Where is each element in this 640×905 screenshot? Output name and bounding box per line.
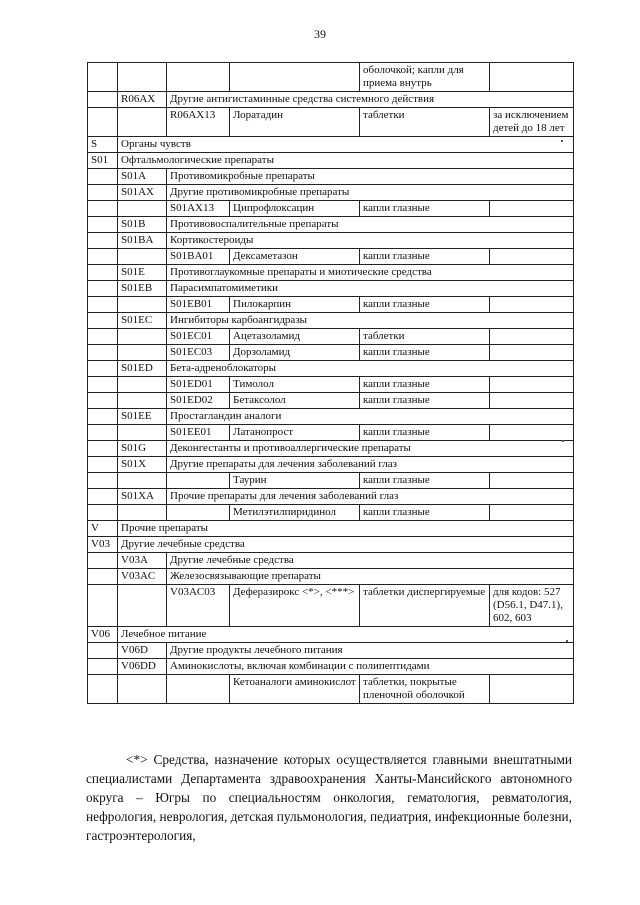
table-cell: капли глазные xyxy=(360,201,490,217)
table-cell xyxy=(88,675,118,704)
table-cell: Противоглаукомные препараты и миотические средства xyxy=(167,265,574,281)
table-cell xyxy=(118,63,167,92)
table-cell: Бетаксолол xyxy=(230,393,360,409)
table-cell: капли глазные xyxy=(360,249,490,265)
table-cell xyxy=(88,489,118,505)
table-cell: Тимолол xyxy=(230,377,360,393)
table-cell xyxy=(490,393,574,409)
table-cell: Железосвязывающие препараты xyxy=(167,569,574,585)
table-cell xyxy=(118,249,167,265)
table-cell xyxy=(88,643,118,659)
table-row xyxy=(88,441,574,457)
footnote-text: <*> Средства, назначение которых осуществляется главными внештатными специалистами Департамента здравоохранения Ханты-Мансийского автономного округа – Югры по специальностям онкология, гематология, ревматология, нефрология, неврология, детская пульмонология, педиатрия, инфекционные болезни, гастроэнтерология, xyxy=(86,752,572,843)
table-cell: Другие лечебные средства xyxy=(118,537,574,553)
table-row xyxy=(88,201,574,217)
table-row xyxy=(88,233,574,249)
table-cell: Ингибиторы карбоангидразы xyxy=(167,313,574,329)
table-cell: таблетки диспергируемые xyxy=(360,585,490,627)
table-cell xyxy=(88,185,118,201)
table-row xyxy=(88,329,574,345)
table-cell: S01X xyxy=(118,457,167,473)
table-cell xyxy=(118,345,167,361)
table-row xyxy=(88,377,574,393)
table-cell xyxy=(167,473,230,489)
table-cell: V xyxy=(88,521,118,537)
table-cell: V03 xyxy=(88,537,118,553)
table-cell xyxy=(118,108,167,137)
table-cell xyxy=(88,92,118,108)
table-cell: S01EB01 xyxy=(167,297,230,313)
table-cell: Лечебное питание xyxy=(118,627,574,643)
table-cell: таблетки, покрытые пленочной оболочкой xyxy=(360,675,490,704)
table-row xyxy=(88,569,574,585)
footnote xyxy=(86,750,572,845)
table-cell: V06DD xyxy=(118,659,167,675)
table-cell xyxy=(118,425,167,441)
table-cell: Метилэтилпиридинол xyxy=(230,505,360,521)
table-cell: капли глазные xyxy=(360,425,490,441)
table-cell: капли глазные xyxy=(360,473,490,489)
table-cell: Лоратадин xyxy=(230,108,360,137)
table-cell xyxy=(88,553,118,569)
table-cell: Противомикробные препараты xyxy=(167,169,574,185)
table-cell: Аминокислоты, включая комбинации с полипептидами xyxy=(167,659,574,675)
table-cell: V03AC03 xyxy=(167,585,230,627)
table-cell xyxy=(88,457,118,473)
table-cell: для кодов: 527 (D56.1, D47.1), 602, 603 xyxy=(490,585,574,627)
table-cell: капли глазные xyxy=(360,393,490,409)
table-cell: Кетоаналоги аминокислот xyxy=(230,675,360,704)
table-cell xyxy=(88,473,118,489)
table-cell: Прочие препараты xyxy=(118,521,574,537)
table-cell: капли глазные xyxy=(360,297,490,313)
table-cell xyxy=(490,249,574,265)
table-cell: Противовоспалительные препараты xyxy=(167,217,574,233)
table-cell: капли глазные xyxy=(360,377,490,393)
table-cell xyxy=(118,329,167,345)
table-cell: S xyxy=(88,137,118,153)
table-cell xyxy=(167,63,230,92)
table-row xyxy=(88,521,574,537)
table-cell xyxy=(88,585,118,627)
scan-artifact xyxy=(566,640,568,642)
table-cell xyxy=(490,425,574,441)
table-row xyxy=(88,457,574,473)
table-cell: S01EC03 xyxy=(167,345,230,361)
table-cell xyxy=(167,675,230,704)
table-row xyxy=(88,409,574,425)
table-cell: капли глазные xyxy=(360,345,490,361)
table-cell: Деферазирокс <*>, <***> xyxy=(230,585,360,627)
table-cell xyxy=(118,201,167,217)
table-cell xyxy=(88,393,118,409)
table-cell: таблетки xyxy=(360,108,490,137)
table-cell xyxy=(490,63,574,92)
table-cell: Другие лечебные средства xyxy=(167,553,574,569)
table-cell: S01ED02 xyxy=(167,393,230,409)
table-row xyxy=(88,675,574,704)
table-cell xyxy=(88,569,118,585)
table-cell xyxy=(88,659,118,675)
table-cell: Органы чувств xyxy=(118,137,574,153)
table-row xyxy=(88,217,574,233)
table-cell: капли глазные xyxy=(360,505,490,521)
table-row xyxy=(88,585,574,627)
table-cell xyxy=(118,297,167,313)
table-cell xyxy=(118,585,167,627)
table-cell xyxy=(88,217,118,233)
table-cell: R06AX xyxy=(118,92,167,108)
table-cell xyxy=(118,675,167,704)
page-number: 39 xyxy=(314,27,326,41)
table-cell xyxy=(118,473,167,489)
table-cell xyxy=(490,329,574,345)
table-cell xyxy=(490,201,574,217)
table-cell: Другие препараты для лечения заболеваний глаз xyxy=(167,457,574,473)
table-cell xyxy=(88,233,118,249)
table-cell: S01 xyxy=(88,153,118,169)
table-cell: R06AX13 xyxy=(167,108,230,137)
table-cell: Прочие препараты для лечения заболеваний глаз xyxy=(167,489,574,505)
scan-artifact xyxy=(562,440,564,442)
table-cell: V03A xyxy=(118,553,167,569)
table-cell xyxy=(490,473,574,489)
table-row xyxy=(88,627,574,643)
table-row xyxy=(88,313,574,329)
table-cell xyxy=(88,361,118,377)
table-row xyxy=(88,553,574,569)
table-cell xyxy=(88,505,118,521)
table-cell: Пилокарпин xyxy=(230,297,360,313)
table-cell: Офтальмологические препараты xyxy=(118,153,574,169)
table-cell xyxy=(88,377,118,393)
table-cell: S01AX13 xyxy=(167,201,230,217)
table-row xyxy=(88,265,574,281)
table-row xyxy=(88,505,574,521)
table-row xyxy=(88,297,574,313)
table-cell: Бета-адреноблокаторы xyxy=(167,361,574,377)
table-cell: таблетки xyxy=(360,329,490,345)
table-cell xyxy=(88,425,118,441)
table-row xyxy=(88,185,574,201)
table-cell: Ципрофлоксацин xyxy=(230,201,360,217)
table-cell: Латанопрост xyxy=(230,425,360,441)
table-cell xyxy=(230,63,360,92)
table-row xyxy=(88,137,574,153)
table-cell: S01BA01 xyxy=(167,249,230,265)
table-row xyxy=(88,108,574,137)
table-row xyxy=(88,281,574,297)
table-cell: за исключением детей до 18 лет xyxy=(490,108,574,137)
table-cell: S01EB xyxy=(118,281,167,297)
table-cell: V03AC xyxy=(118,569,167,585)
table-cell xyxy=(88,201,118,217)
table-cell: V06 xyxy=(88,627,118,643)
table-cell: Таурин xyxy=(230,473,360,489)
table-cell xyxy=(88,409,118,425)
table-cell: S01E xyxy=(118,265,167,281)
table-cell: Дорзоламид xyxy=(230,345,360,361)
table-cell xyxy=(118,377,167,393)
table-row xyxy=(88,393,574,409)
table-cell xyxy=(490,377,574,393)
table-cell xyxy=(88,345,118,361)
table-cell: S01EE xyxy=(118,409,167,425)
table-cell xyxy=(88,108,118,137)
table-cell xyxy=(118,505,167,521)
table-cell: оболочкой; капли для приема внутрь xyxy=(360,63,490,92)
table-cell: S01EC xyxy=(118,313,167,329)
table-cell: S01ED xyxy=(118,361,167,377)
table-cell xyxy=(88,63,118,92)
table-cell: S01A xyxy=(118,169,167,185)
table-cell: S01EC01 xyxy=(167,329,230,345)
table-cell xyxy=(490,297,574,313)
table-cell xyxy=(490,675,574,704)
table-row xyxy=(88,361,574,377)
table-cell: Другие продукты лечебного питания xyxy=(167,643,574,659)
table-row xyxy=(88,473,574,489)
table-row xyxy=(88,169,574,185)
table-cell: S01XA xyxy=(118,489,167,505)
table-cell xyxy=(490,345,574,361)
table-cell: S01BA xyxy=(118,233,167,249)
table-cell: Другие антигистаминные средства системного действия xyxy=(167,92,574,108)
table-cell xyxy=(88,169,118,185)
table-row xyxy=(88,425,574,441)
scan-artifact xyxy=(561,140,563,142)
table-row xyxy=(88,153,574,169)
table-cell xyxy=(167,505,230,521)
table-cell xyxy=(88,441,118,457)
table-cell xyxy=(88,329,118,345)
table-cell: Простагландин аналоги xyxy=(167,409,574,425)
table-row xyxy=(88,537,574,553)
table-cell xyxy=(88,249,118,265)
table-cell xyxy=(88,313,118,329)
table-cell: Кортикостероиды xyxy=(167,233,574,249)
table-cell: S01ED01 xyxy=(167,377,230,393)
table-cell: S01G xyxy=(118,441,167,457)
table-row xyxy=(88,489,574,505)
table-row xyxy=(88,63,574,92)
table-cell: Парасимпатомиметики xyxy=(167,281,574,297)
table-cell xyxy=(88,297,118,313)
table-row xyxy=(88,249,574,265)
medication-table xyxy=(87,62,574,704)
table-row xyxy=(88,92,574,108)
table-row xyxy=(88,643,574,659)
table-cell: Деконгестанты и противоаллергические препараты xyxy=(167,441,574,457)
table-cell: V06D xyxy=(118,643,167,659)
table-cell xyxy=(88,281,118,297)
table-cell: Ацетазоламид xyxy=(230,329,360,345)
table-row xyxy=(88,659,574,675)
table-cell xyxy=(118,393,167,409)
table-cell xyxy=(490,505,574,521)
table-cell: S01EE01 xyxy=(167,425,230,441)
table-cell: S01AX xyxy=(118,185,167,201)
table-cell: S01B xyxy=(118,217,167,233)
table-cell xyxy=(88,265,118,281)
table-cell: Другие противомикробные препараты xyxy=(167,185,574,201)
table-cell: Дексаметазон xyxy=(230,249,360,265)
table-row xyxy=(88,345,574,361)
